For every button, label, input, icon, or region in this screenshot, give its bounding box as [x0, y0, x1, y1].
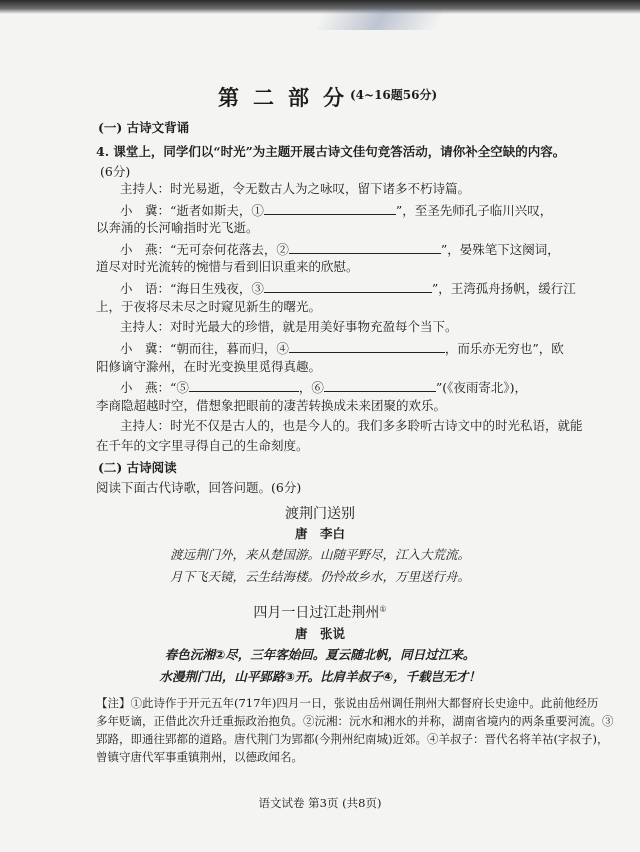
poem-1-line-1: 渡远荆门外，来从楚国游。山随平野尽，江入大荒流。	[169, 547, 470, 562]
answer-line-3	[120, 281, 576, 296]
host-line-2: 主持人：对时光最大的珍惜，就是用美好事物充盈每个当下。	[120, 319, 458, 334]
answer-line-2	[120, 242, 560, 257]
poem-2-title-mark: ①	[379, 604, 387, 614]
note-line-2: 多年贬谪，正借此次升迁重振政治抱负。②沅湘：沅水和湘水的并称，湖南省境内的两条重要河流。③	[96, 714, 614, 728]
poem-1-line-2: 月下飞天镜，云生结海楼。仍怜故乡水，万里送行舟。	[169, 569, 470, 584]
poem-1-title: 渡荆门送别	[285, 506, 355, 522]
answer-line-4	[120, 341, 564, 356]
part-title: 第二部分	[218, 85, 358, 110]
blank-2[interactable]	[289, 242, 441, 254]
blank-4[interactable]	[289, 341, 445, 353]
poem-2-line-2: 水漫荆门出，山平郢路③开。比肩羊叔子④，千载岂无才！	[159, 669, 481, 684]
answer-line-1	[120, 203, 552, 218]
answer-2-suffix: ”，晏殊笔下这阕词，	[440, 242, 560, 257]
blank-5[interactable]	[189, 380, 299, 392]
scan-top-edge	[0, 0, 640, 14]
note-line-3: 郢路，即通往郢都的道路。唐代荆门为郢都(今荆州纪南城)近郊。④羊叔子：晋代名将羊祜(字叔子)，	[96, 732, 609, 746]
answer-4-cont: 阳修谪守滁州，在时光变换里觅得真趣。	[96, 359, 322, 374]
answer-3-cont: 上，于夜将尽未尽之时窥见新生的曙光。	[96, 299, 322, 314]
part-subtitle: (4~16题56分)	[350, 88, 438, 102]
note-line-4: 曾镇守唐代军事重镇荆州，以德政闻名。	[96, 750, 303, 764]
scan-streak	[316, 8, 444, 30]
poem-1-author: 唐 李白	[294, 526, 345, 541]
answer-2-prefix: 小 燕：“无可奈何花落去，②	[120, 242, 289, 257]
question-4-points: (6分)	[100, 164, 131, 179]
answer-1-prefix: 小 冀：“逝者如斯夫，①	[120, 203, 264, 218]
host-line-1: 主持人：时光易逝，令无数古人为之咏叹，留下诸多不朽诗篇。	[120, 181, 471, 196]
answer-3-suffix: ”，王湾孤舟扬帆，缓行江	[431, 281, 576, 296]
blank-1[interactable]	[264, 203, 396, 215]
answer-3-prefix: 小 语：“海日生残夜，③	[120, 281, 264, 296]
answer-1-cont: 以奔涌的长河喻指时光飞逝。	[96, 220, 259, 235]
answer-5-6-cont: 李商隐超越时空，借想象把眼前的凄苦转换成未来团聚的欢乐。	[96, 398, 447, 413]
section-heading-recitation: (一) 古诗文背诵	[98, 120, 190, 135]
question-4-text: 4. 课堂上，同学们以“时光”为主题开展古诗文佳句竞答活动，请你补全空缺的内容。	[96, 144, 566, 159]
question-4	[96, 146, 565, 159]
answer-6-prefix: ，⑥	[298, 380, 324, 395]
blank-6[interactable]	[324, 380, 436, 392]
note-line-1: 【注】①此诗作于开元五年(717年)四月一日，张说由岳州调任荆州大都督府长史途中。此前他经历	[96, 696, 599, 710]
answer-5-prefix: 小 燕：“⑤	[120, 380, 189, 395]
answer-line-5	[120, 380, 527, 395]
host-line-3-cont: 在千年的文字里寻得自己的生命刻度。	[96, 438, 309, 453]
host-line-3: 主持人：时光不仅是古人的，也是今人的。我们多多聆听古诗文中的时光私语，就能	[120, 418, 583, 433]
answer-4-prefix: 小 冀：“朝而往，暮而归，④	[120, 341, 289, 356]
section-heading-reading: (二) 古诗阅读	[98, 460, 177, 475]
blank-3[interactable]	[264, 281, 432, 293]
poem-2-title-wrap	[0, 602, 640, 622]
answer-2-cont: 道尽对时光流转的惋惜与看到旧识重来的欣慰。	[96, 259, 359, 274]
poem-2-title: 四月一日过江赴荆州	[253, 605, 380, 621]
answer-4-suffix: ，而乐亦无穷也”，欧	[444, 341, 564, 356]
answer-5-6-suffix: ”(《夜雨寄北》)，	[435, 380, 528, 395]
page-footer: 语文试卷 第3页 (共8页)	[258, 796, 382, 810]
poem-2-line-1: 春色沅湘②尽，三年客始回。夏云随北帆，同日过江来。	[164, 647, 476, 662]
poem-2-author: 唐 张说	[294, 626, 345, 641]
answer-1-suffix: ”，至圣先师孔子临川兴叹，	[395, 203, 553, 218]
reading-intro: 阅读下面古代诗歌，回答问题。(6分)	[96, 480, 302, 495]
